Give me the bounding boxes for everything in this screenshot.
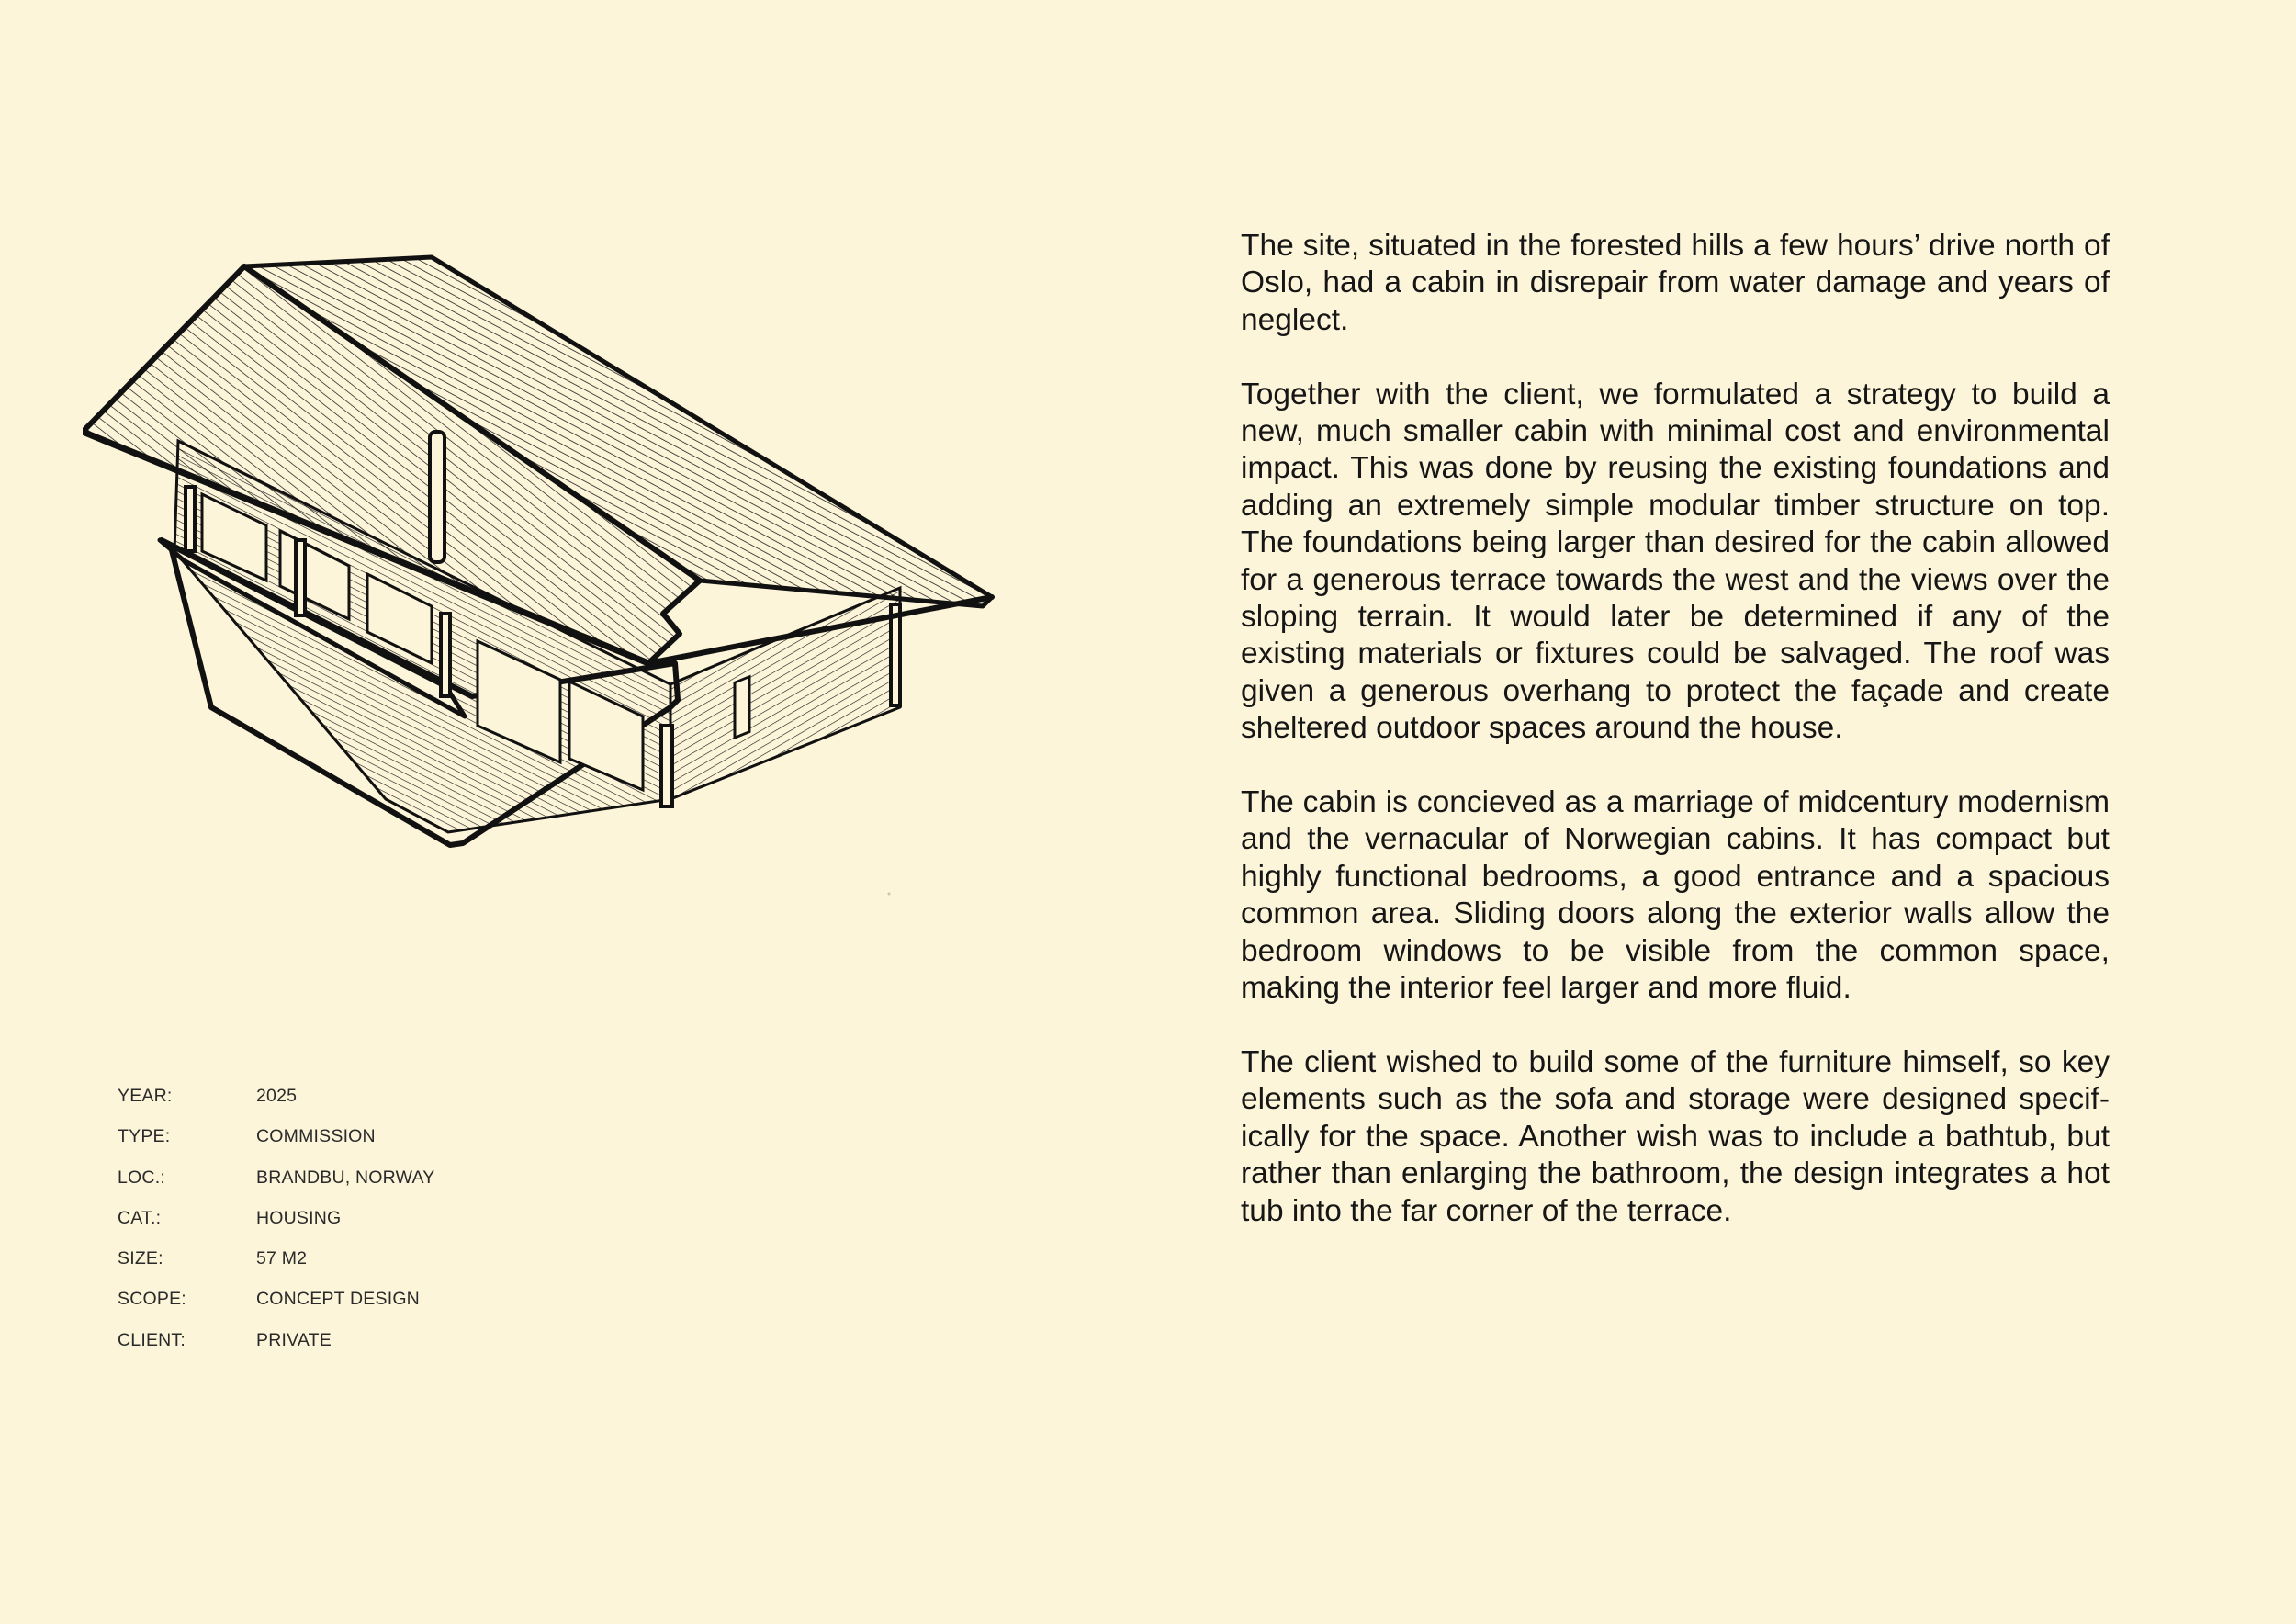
paragraph-furniture: The client wished to build some of the furniture himself, so key elements such as the sofa and storage were designed specifically for the space. Another wish was to include a bathtub, but rather than enlarging the bathroom, the design integrates a hot tub into the far corner of the terrace. <box>1241 1044 2110 1228</box>
meta-row-client <box>118 1330 669 1370</box>
meta-value: PRIVATE <box>256 1329 332 1350</box>
meta-key: SIZE: <box>118 1248 163 1269</box>
meta-value: COMMISSION <box>256 1126 376 1147</box>
meta-key: CAT.: <box>118 1207 162 1228</box>
cabin-illustration <box>83 248 1001 909</box>
meta-row-year <box>118 1086 669 1126</box>
meta-key: SCOPE: <box>118 1289 186 1310</box>
meta-row-scope <box>118 1289 669 1329</box>
paragraph-strategy: Together with the client, we formulated a strategy to build a new, much smaller cabin with minimal cost and environmental impact. This was done by reusing the existing foundations and adding an extremely simple modular timber structure on top. The foundations being larger than desired for the cabin allowed for a generous terrace towards the west and the views over the sloping terrain. It would later be determined if any of the existing materials or fixtures could be salvaged. The roof was given a generous overhang to protect the façade and create sheltered outdoor spaces around the house. <box>1241 377 2110 746</box>
meta-value: CONCEPT DESIGN <box>256 1289 420 1310</box>
meta-value: 57 M2 <box>256 1248 308 1269</box>
meta-value: BRANDBU, NORWAY <box>256 1167 435 1188</box>
cabin-drawing-svg <box>83 248 1001 909</box>
meta-value: 2025 <box>256 1086 298 1106</box>
meta-row-category <box>118 1208 669 1248</box>
meta-key: YEAR: <box>118 1086 173 1106</box>
paragraph-concept: The cabin is concieved as a marriage of midcentury modernism and the vernacular of Norwegian cabins. It has compact but highly functional bedrooms, a good entrance and a spacious common area. Sliding doors along the exterior walls allow the bedroom windows to be visible from the common space, making the interior feel larger and more fluid. <box>1241 785 2110 1006</box>
project-metadata <box>118 1086 669 1370</box>
paragraph-site: The site, situated in the forested hills a few hours’ drive north of Oslo, had a cabin in disrepair from water damage and years of neglect. <box>1241 229 2110 337</box>
meta-key: TYPE: <box>118 1126 171 1147</box>
chimney-pipe <box>430 432 445 562</box>
project-description <box>1241 228 2110 1267</box>
gable-window <box>735 677 749 738</box>
meta-row-type <box>118 1126 669 1167</box>
meta-row-size <box>118 1248 669 1289</box>
meta-row-location <box>118 1167 669 1208</box>
meta-value: HOUSING <box>256 1207 342 1228</box>
meta-key: CLIENT: <box>118 1329 186 1350</box>
meta-key: LOC.: <box>118 1167 165 1188</box>
